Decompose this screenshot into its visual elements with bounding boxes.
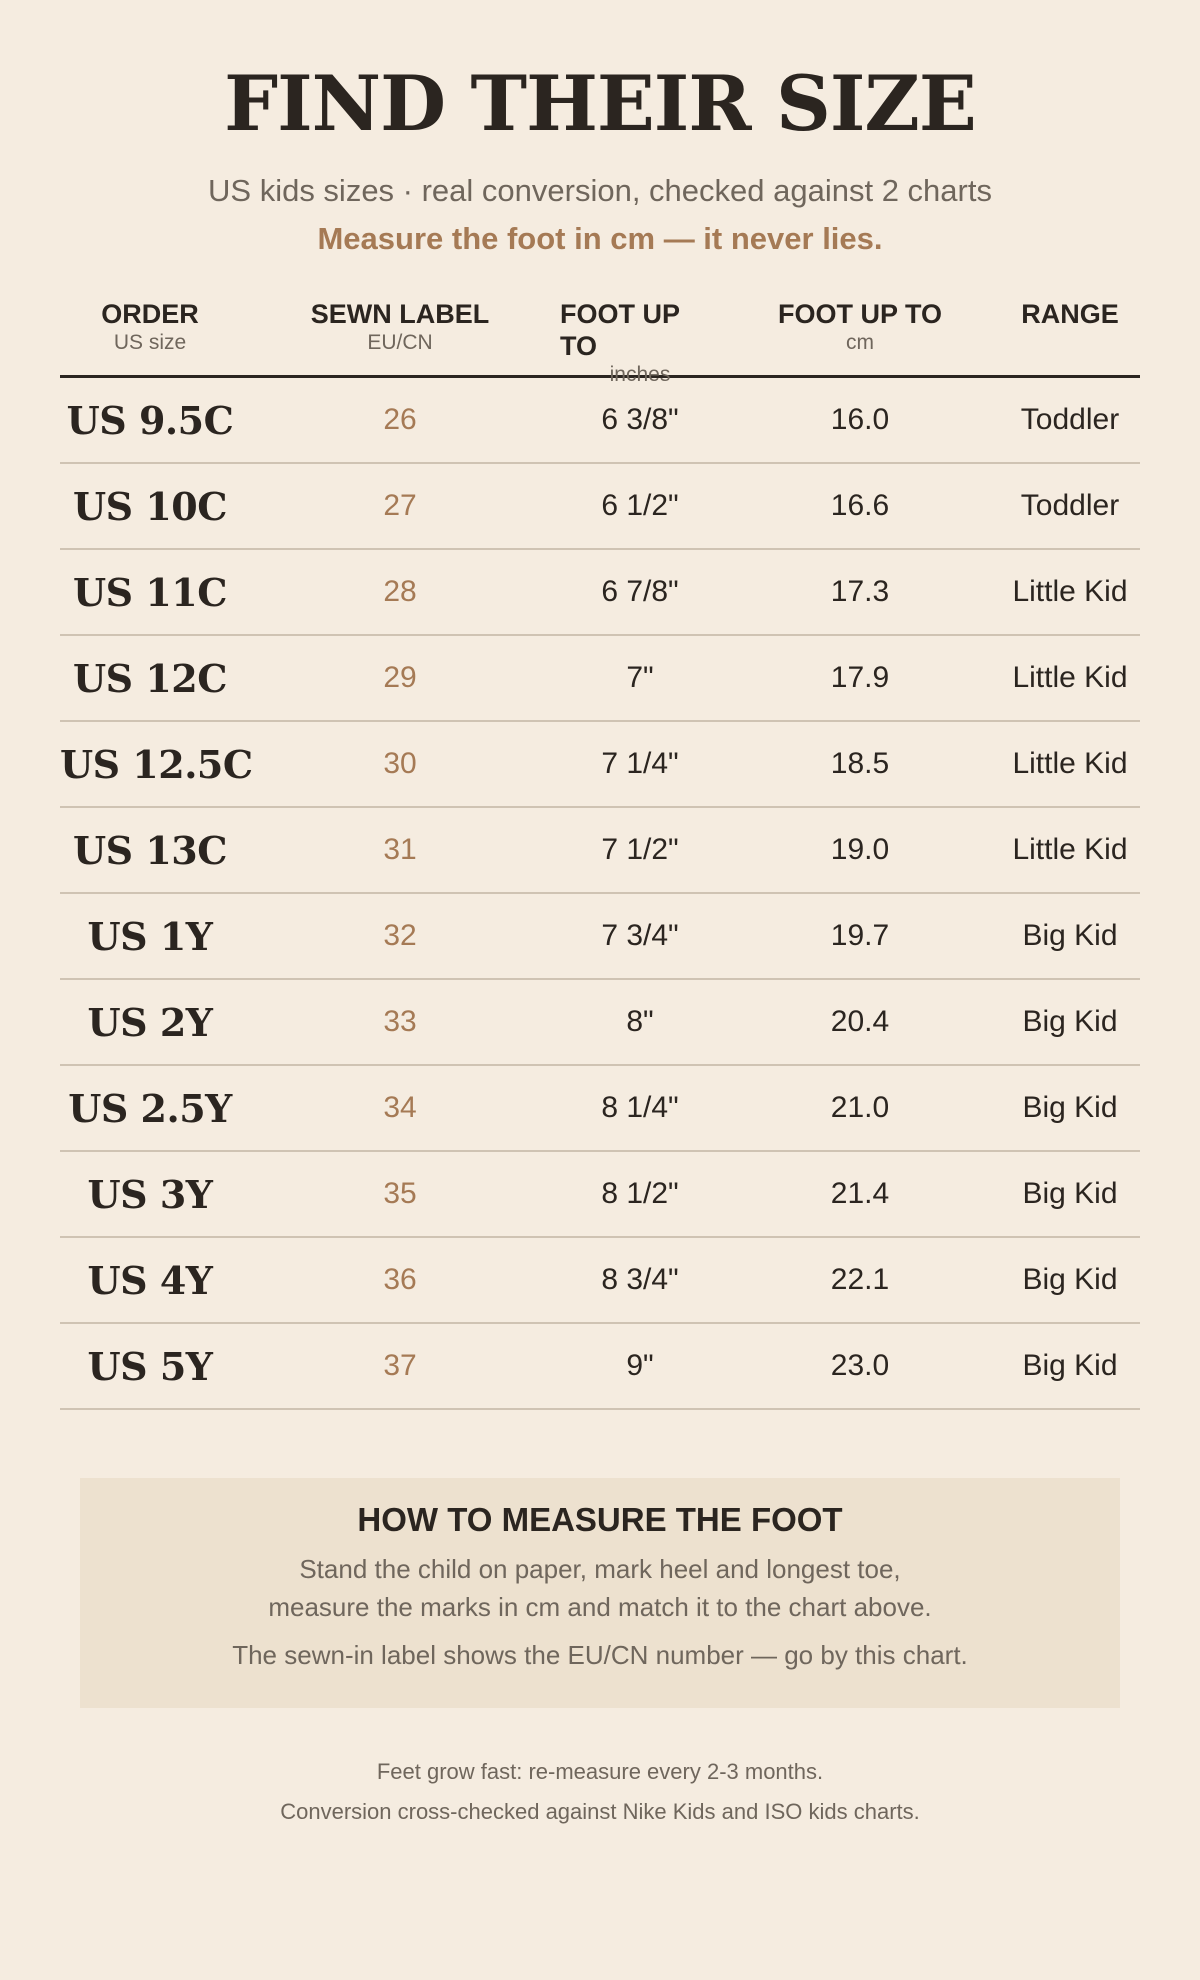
- foot-cm-cell: 21.4: [830, 1177, 890, 1210]
- foot-inches-cell: 9": [626, 1349, 654, 1382]
- order-size-cell: US 5Y: [87, 1343, 213, 1389]
- foot-cm-cell: 16.6: [830, 489, 890, 522]
- range-cell: Toddler: [1020, 403, 1120, 436]
- sewn-label-cell: 26: [383, 403, 417, 436]
- order-size-cell: US 9.5C: [66, 397, 234, 443]
- column-header-title: ORDER: [101, 299, 199, 329]
- table-body: [60, 378, 1140, 1410]
- sewn-label-cell: 32: [383, 919, 417, 952]
- order-size-cell: US 2Y: [87, 999, 213, 1045]
- table-row: [60, 1152, 1140, 1238]
- foot-cm-cell: 19.0: [830, 833, 890, 866]
- foot-inches-cell: 7": [626, 661, 654, 694]
- foot-cm-cell: 19.7: [830, 919, 890, 952]
- how-to-measure-panel: [80, 1478, 1120, 1708]
- range-cell: Big Kid: [1022, 1349, 1118, 1382]
- sewn-label-cell: 36: [383, 1263, 417, 1296]
- foot-inches-cell: 7 1/4": [601, 747, 679, 780]
- range-cell: Big Kid: [1022, 1263, 1118, 1296]
- column-header-title: SEWN LABEL: [310, 299, 490, 329]
- column-header-title: FOOT UP TO: [777, 299, 943, 329]
- table-row: [60, 1238, 1140, 1324]
- table-row: [60, 550, 1140, 636]
- range-cell: Little Kid: [1012, 575, 1128, 608]
- sewn-label-cell: 30: [383, 747, 417, 780]
- sewn-label-cell: 28: [383, 575, 417, 608]
- size-table: [60, 288, 1140, 1410]
- sewn-label-cell: 35: [383, 1177, 417, 1210]
- range-cell: Little Kid: [1012, 661, 1128, 694]
- foot-cm-cell: 17.9: [830, 661, 890, 694]
- order-size-cell: US 4Y: [87, 1257, 213, 1303]
- table-row: [60, 894, 1140, 980]
- column-header-foot-cm: [720, 288, 1000, 375]
- foot-inches-cell: 6 7/8": [601, 575, 679, 608]
- range-cell: Big Kid: [1022, 919, 1118, 952]
- table-row: [60, 464, 1140, 550]
- foot-inches-cell: 7 1/2": [601, 833, 679, 866]
- column-header-title: RANGE: [1021, 299, 1119, 329]
- range-cell: Big Kid: [1022, 1005, 1118, 1038]
- range-cell: Little Kid: [1012, 747, 1128, 780]
- sewn-label-cell: 34: [383, 1091, 417, 1124]
- how-to-measure-step: Stand the child on paper, mark heel and longest toe,: [299, 1554, 901, 1584]
- foot-inches-cell: 6 3/8": [601, 403, 679, 436]
- range-cell: Toddler: [1020, 489, 1120, 522]
- order-size-cell: US 12.5C: [60, 741, 253, 787]
- foot-inches-cell: 8 3/4": [601, 1263, 679, 1296]
- page-subtitle: US kids sizes · real conversion, checked against 2 charts: [208, 173, 992, 208]
- foot-inches-cell: 6 1/2": [601, 489, 679, 522]
- table-row: [60, 378, 1140, 464]
- foot-inches-cell: 8 1/4": [601, 1091, 679, 1124]
- column-header-title: FOOT UP TO: [560, 299, 680, 361]
- tagline: Measure the foot in cm — it never lies.: [317, 221, 883, 256]
- order-size-cell: US 2.5Y: [68, 1085, 232, 1131]
- range-cell: Big Kid: [1022, 1177, 1118, 1210]
- table-row: [60, 636, 1140, 722]
- page-title: FIND THEIR SIZE: [224, 59, 976, 148]
- foot-cm-cell: 23.0: [830, 1349, 890, 1382]
- sewn-label-cell: 37: [383, 1349, 417, 1382]
- foot-cm-cell: 20.4: [830, 1005, 890, 1038]
- column-header-subtitle: cm: [846, 331, 874, 354]
- label-note: The sewn-in label shows the EU/CN number — go by this chart.: [232, 1640, 968, 1670]
- how-to-measure-title: HOW TO MEASURE THE FOOT: [357, 1501, 843, 1538]
- table-row: [60, 1066, 1140, 1152]
- order-size-cell: US 12C: [73, 655, 227, 701]
- order-size-cell: US 11C: [73, 569, 227, 615]
- column-header-order: [60, 288, 240, 375]
- foot-cm-cell: 21.0: [830, 1091, 890, 1124]
- footer-note: Conversion cross-checked against Nike Kids and ISO kids charts.: [280, 1799, 920, 1824]
- column-header-sewn-label: [240, 288, 560, 375]
- range-cell: Big Kid: [1022, 1091, 1118, 1124]
- sewn-label-cell: 29: [383, 661, 417, 694]
- order-size-cell: US 3Y: [87, 1171, 213, 1217]
- order-size-cell: US 10C: [73, 483, 227, 529]
- table-row: [60, 808, 1140, 894]
- sewn-label-cell: 31: [383, 833, 417, 866]
- column-header-subtitle: inches: [609, 363, 671, 386]
- footer: [0, 1752, 1200, 1832]
- column-header-subtitle: US size: [113, 331, 187, 354]
- foot-cm-cell: 17.3: [830, 575, 890, 608]
- range-cell: Little Kid: [1012, 833, 1128, 866]
- foot-cm-cell: 18.5: [830, 747, 890, 780]
- sewn-label-cell: 27: [383, 489, 417, 522]
- order-size-cell: US 1Y: [87, 913, 213, 959]
- how-to-measure-step: measure the marks in cm and match it to the chart above.: [268, 1592, 932, 1622]
- table-row: [60, 1324, 1140, 1410]
- foot-inches-cell: 7 3/4": [601, 919, 679, 952]
- foot-cm-cell: 22.1: [830, 1263, 890, 1296]
- order-size-cell: US 13C: [73, 827, 227, 873]
- foot-inches-cell: 8 1/2": [601, 1177, 679, 1210]
- sewn-label-cell: 33: [383, 1005, 417, 1038]
- table-header: [60, 288, 1140, 386]
- column-header-foot-inches: [560, 288, 720, 386]
- column-header-subtitle: EU/CN: [367, 331, 433, 354]
- foot-cm-cell: 16.0: [830, 403, 890, 436]
- footer-note: Feet grow fast: re-measure every 2-3 months.: [376, 1759, 824, 1784]
- table-row: [60, 722, 1140, 808]
- table-row: [60, 980, 1140, 1066]
- foot-inches-cell: 8": [626, 1005, 654, 1038]
- column-header-range: [1000, 288, 1140, 375]
